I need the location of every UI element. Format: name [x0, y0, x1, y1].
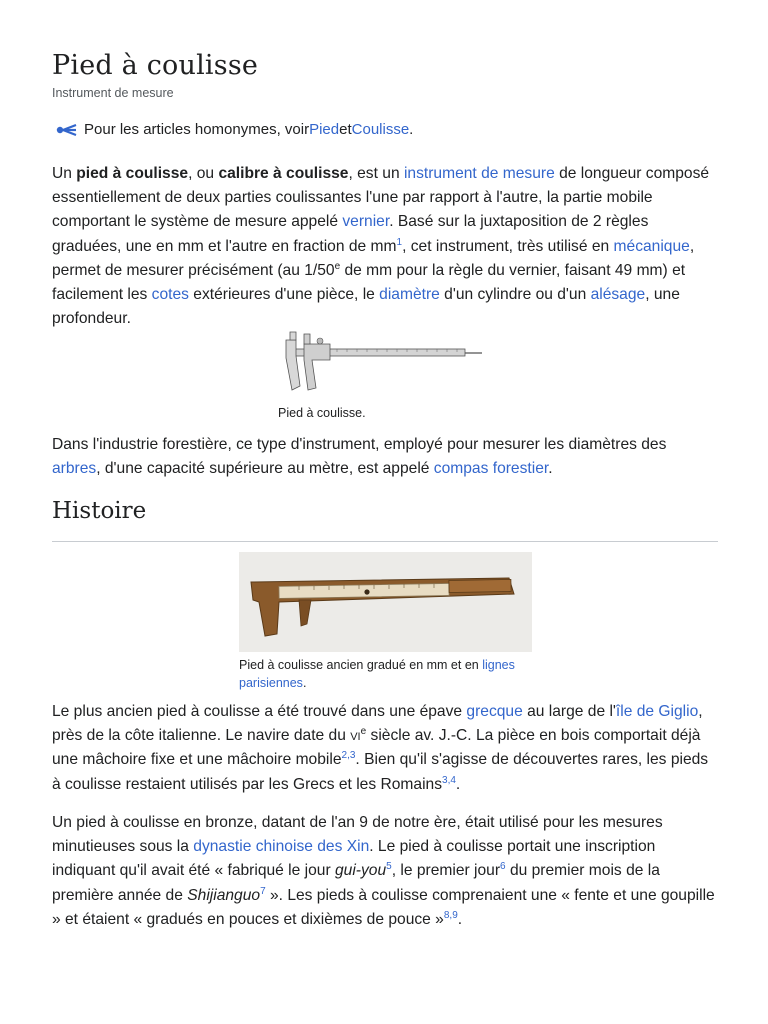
figure-old-caliper — [239, 552, 532, 692]
hatnote — [56, 119, 413, 141]
link-lignes-parisiennes[interactable]: lignes parisiennes — [239, 658, 515, 690]
caliper-drawing[interactable] — [282, 330, 482, 392]
link-arbres[interactable]: arbres — [52, 460, 97, 478]
figure-caption — [239, 656, 532, 692]
link-cotes[interactable]: cotes — [151, 286, 189, 304]
text: . Bien qu'il s'agisse de découvertes rares, les pieds à coulisse restaient utilisés par les Grecs et les Romains — [52, 751, 709, 793]
superscript: e — [334, 260, 341, 272]
text: . Basé sur la juxtaposition de 2 règles graduées, une en mm et l'autre en fraction de mm — [52, 213, 649, 255]
footnote-link[interactable]: 5 — [386, 861, 392, 873]
bold-term: calibre à coulisse — [218, 165, 349, 182]
footnote-link[interactable]: 1 — [396, 236, 403, 248]
text: au large de l' — [522, 703, 616, 720]
text: du premier mois de la première année de — [52, 862, 660, 904]
history-paragraph-2 — [52, 811, 718, 932]
forestry-paragraph — [52, 433, 718, 481]
italic-term: gui-you — [335, 862, 387, 880]
text: extérieures d'une pièce, le — [188, 286, 380, 304]
link-instrument-de-mesure[interactable]: instrument de mesure — [403, 165, 555, 182]
text: Le plus ancien pied à coulisse a été trouvé dans une épave — [52, 703, 467, 720]
italic-term: Shijianguo — [187, 886, 261, 904]
link-coulisse[interactable]: Coulisse — [351, 121, 410, 138]
superscript: e — [360, 726, 367, 738]
link-pied[interactable]: Pied — [309, 121, 340, 138]
text: , est un — [348, 165, 404, 182]
link-compas-forestier[interactable]: compas forestier — [433, 460, 549, 478]
text: , le premier jour — [391, 862, 501, 880]
footnote-link[interactable]: 3,4 — [442, 774, 456, 786]
footnote-link[interactable]: 8,9 — [443, 909, 458, 921]
text: . — [548, 460, 553, 478]
text: , ou — [188, 165, 219, 182]
text: , cet instrument, très utilisé en — [402, 237, 614, 255]
intro-paragraph — [52, 162, 718, 331]
text: . — [455, 775, 461, 793]
text: ». Les pieds à coulisse comprenaient une « fente et une goupille » et étaient « gradués en pouces et dixièmes de pouce » — [52, 886, 715, 928]
page-title: Pied à coulisse — [52, 50, 259, 81]
hatnote-end: . — [409, 121, 414, 138]
footnote-link[interactable]: 6 — [500, 861, 506, 873]
link-ile-de-giglio[interactable]: île de Giglio — [615, 703, 699, 720]
page-subtitle: Instrument de mesure — [52, 86, 174, 100]
caption-text: Pied à coulisse ancien gradué en mm et en — [239, 658, 483, 672]
bold-term: pied à coulisse — [76, 165, 189, 182]
text: de longueur composé essentiellement de deux parties coulissantes l'une par rapport à l'autre, la partie mobile comportant le système de mesure appelé — [52, 165, 710, 231]
link-alesage[interactable]: alésage — [590, 286, 646, 304]
text: Un — [52, 165, 77, 182]
history-paragraph-1 — [52, 700, 718, 797]
section-heading-histoire: Histoire — [52, 498, 147, 524]
text: siècle av. J.-C. La pièce en bois comportait déjà une mâchoire fixe et une mâchoire mobile — [52, 727, 701, 769]
link-diametre[interactable]: diamètre — [379, 286, 440, 304]
caption-end: . — [302, 676, 307, 690]
text: de mm pour la règle du vernier, faisant 49 mm) et facilement les — [52, 261, 686, 304]
text: . — [457, 910, 463, 928]
figure-caliper — [278, 330, 482, 420]
footnote-link[interactable]: 7 — [260, 885, 266, 897]
figure-caption: Pied à coulisse. — [278, 406, 366, 420]
section-divider — [52, 541, 718, 542]
text: , près de la côte italienne. Le navire date du — [52, 703, 703, 745]
century-numeral: vi — [350, 727, 361, 745]
hatnote-and: et — [339, 121, 352, 138]
disambiguation-icon — [56, 122, 78, 138]
link-vernier[interactable]: vernier — [342, 213, 390, 231]
text: , d'une capacité supérieure au mètre, est appelé — [96, 460, 434, 478]
text: , permet de mesurer précisément (au 1/50 — [52, 237, 695, 279]
text: Dans l'industrie forestière, ce type d'instrument, employé pour mesurer les diamètres des — [52, 436, 667, 453]
text: . Le pied à coulisse portait une inscription indiquant qu'il avait été « fabriqué le jour — [52, 838, 656, 880]
footnote-link[interactable]: 2,3 — [341, 750, 356, 762]
link-grecque[interactable]: grecque — [466, 703, 523, 720]
hatnote-text: Pour les articles homonymes, voir — [84, 121, 310, 138]
text: , une profondeur. — [52, 286, 680, 328]
link-dynastie-xin[interactable]: dynastie chinoise des Xin — [193, 838, 370, 856]
old-caliper-photo[interactable] — [239, 552, 532, 652]
link-mecanique[interactable]: mécanique — [613, 237, 690, 255]
text: d'un cylindre ou d'un — [439, 286, 591, 304]
text: Un pied à coulisse en bronze, datant de l'an 9 de notre ère, était utilisé pour les mesures minutieuses sous la — [52, 814, 663, 856]
